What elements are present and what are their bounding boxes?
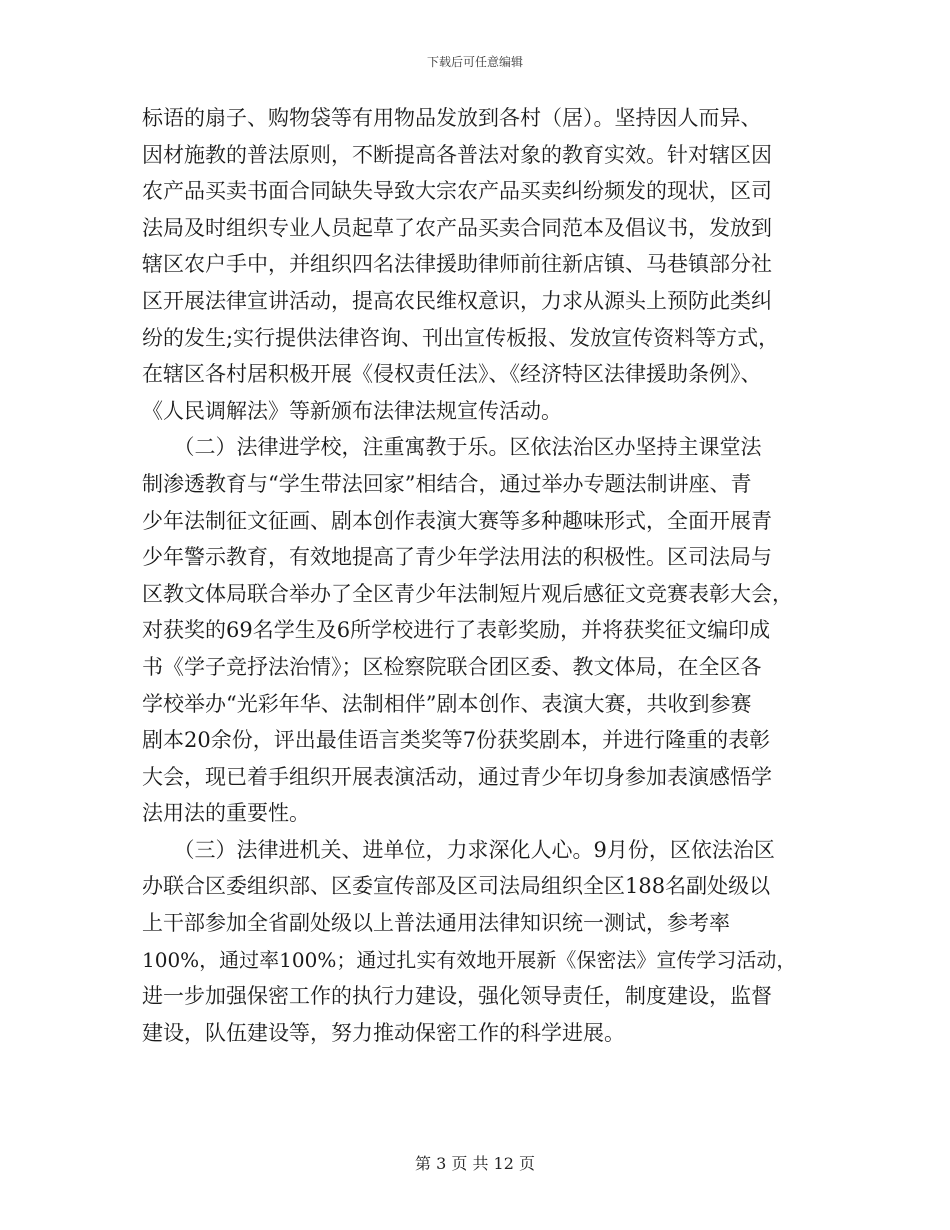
text-line: 剧本20余份，评出最佳语言类奖等7份获奖剧本，并进行隆重的表彰 bbox=[142, 728, 771, 753]
text-line: 区开展法律宣讲活动，提高农民维权意识，力求从源头上预防此类纠 bbox=[142, 288, 772, 313]
text-line: 纷的发生;实行提供法律咨询、刊出宣传板报、发放宣传资料等方式， bbox=[142, 325, 780, 350]
text-line: 大会，现已着手组织开展表演活动，通过青少年切身参加表演感悟学 bbox=[142, 764, 772, 789]
page-header: 下载后可任意编辑 bbox=[426, 55, 523, 69]
text-line: 制渗透教育与“学生带法回家”相结合，通过举办专题法制讲座、青 bbox=[142, 471, 752, 496]
text-line: 少年法制征文征画、剧本创作表演大赛等多种趣味形式，全面开展青 bbox=[142, 508, 772, 533]
text-line: 100%，通过率100%；通过扎实有效地开展新《保密法》宣传学习活动， bbox=[142, 947, 797, 972]
text-line: 书《学子竞抒法治情》；区检察院联合团区委、教文体局，在全区各 bbox=[142, 654, 762, 679]
body-text bbox=[142, 100, 810, 1051]
text-line: 办联合区委组织部、区委宣传部及区司法局组织全区188名副处级以 bbox=[142, 874, 771, 899]
text-line: 进一步加强保密工作的执行力建设，强化领导责任，制度建设，监督 bbox=[142, 984, 772, 1009]
text-line: （三）法律进机关、进单位，力求深化人心。9月份，区依法治区 bbox=[142, 837, 775, 862]
text-line: 《人民调解法》等新颁布法律法规宣传活动。 bbox=[142, 398, 562, 423]
page-number: 第 3 页 共 12 页 bbox=[415, 1154, 535, 1173]
text-line: 法用法的重要性。 bbox=[142, 801, 310, 826]
text-line: 少年警示教育，有效地提高了青少年学法用法的积极性。区司法局与 bbox=[142, 545, 772, 570]
text-line: 法局及时组织专业人员起草了农产品买卖合同范本及倡议书，发放到 bbox=[142, 215, 772, 240]
text-line: 农产品买卖书面合同缺失导致大宗农产品买卖纠纷频发的现状，区司 bbox=[142, 179, 772, 204]
text-line: 对获奖的69名学生及6所学校进行了表彰奖励，并将获奖征文编印成 bbox=[142, 618, 771, 643]
text-line: 辖区农户手中，并组织四名法律援助律师前往新店镇、马巷镇部分社 bbox=[142, 252, 772, 277]
text-line: 标语的扇子、购物袋等有用物品发放到各村（居）。坚持因人而异、 bbox=[142, 106, 762, 130]
text-line: 在辖区各村居积极开展《侵权责任法》、《经济特区法律援助条例》、 bbox=[142, 362, 762, 387]
text-line: 建设，队伍建设等，努力推动保密工作的科学进展。 bbox=[142, 1020, 625, 1045]
text-line: 区教文体局联合举办了全区青少年法制短片观后感征文竞赛表彰大会， bbox=[142, 581, 793, 606]
text-line: 因材施教的普法原则，不断提高各普法对象的教育实效。针对辖区因 bbox=[142, 142, 772, 167]
text-line: 上干部参加全省副处级以上普法通用法律知识统一测试，参考率 bbox=[142, 911, 730, 936]
text-line: （二）法律进学校，注重寓教于乐。区依法治区办坚持主课堂法 bbox=[142, 435, 762, 460]
text-line: 学校举办“光彩年华、法制相伴”剧本创作、表演大赛，共收到参赛 bbox=[142, 691, 752, 716]
